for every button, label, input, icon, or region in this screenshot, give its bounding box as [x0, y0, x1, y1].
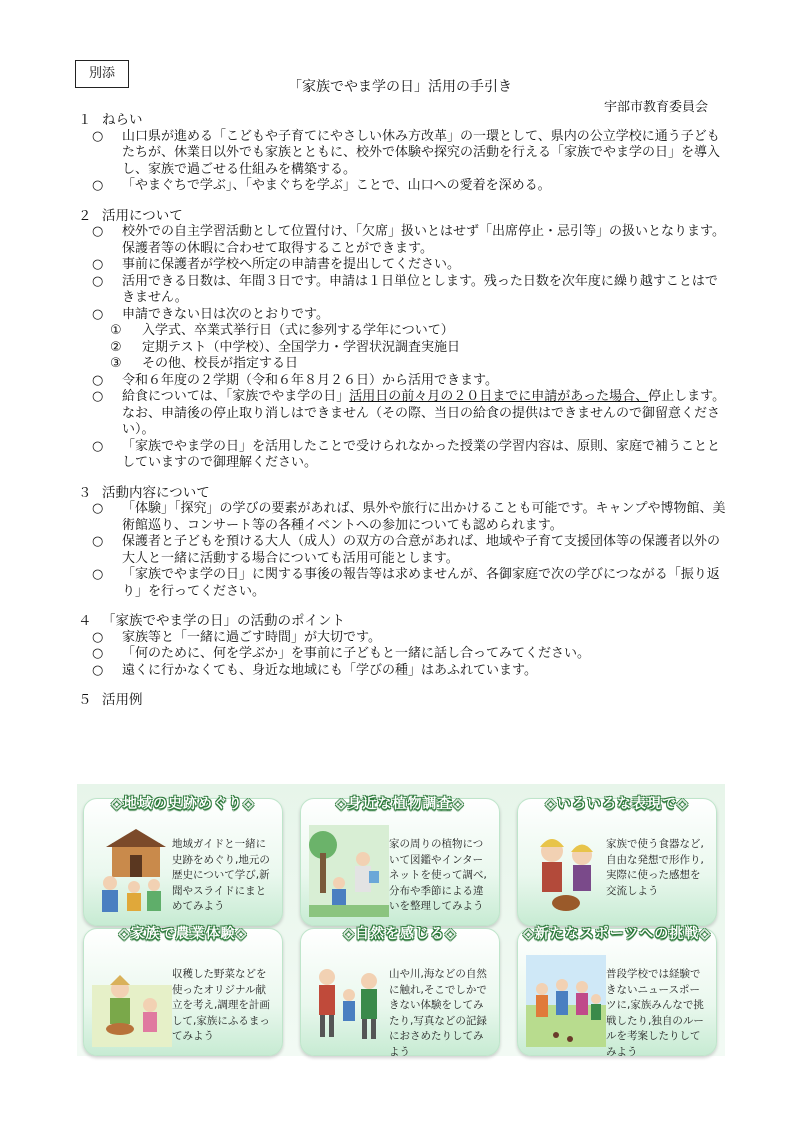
plant-survey-illustration [309, 825, 389, 917]
attachment-label: 別添 [75, 60, 129, 88]
list-item: ○ 「家族でやま学の日」を活用したことで受けられなかった授業の学習内容は、原則、家庭で補うこととしていますので御理解ください。 [92, 438, 721, 470]
list-item: ○ 活用できる日数は、年間３日です。申請は１日単位とします。残った日数を次年度に繰り越すことはできません。 [92, 273, 718, 305]
card-title: ◇いろいろな表現で◇ [545, 796, 689, 812]
list-item: ○ 「やまぐちで学ぶ」、「やまぐちを学ぶ」ことで、山口への愛着を深める。 [92, 178, 551, 193]
section-heading: ５ 活用例 [78, 692, 143, 708]
list-item: ○ 申請できない日は次のとおりです。 [92, 306, 329, 322]
example-card-nature [300, 928, 500, 1056]
card-title: ◇身近な植物調査◇ [335, 796, 465, 812]
list-item: ○ 家族等と「一緒に過ごす時間」が大切です。 [92, 629, 381, 645]
example-card-new-sports [517, 928, 717, 1056]
card-description: 家族で使う食器など,自由な発想で形作り,実際に使った感想を交流しよう [606, 838, 704, 897]
section-heading: ２ 活用について [78, 207, 183, 224]
sub-list-item: ② 定期テスト（中学校）、全国学力・学習状況調査実施日 [110, 339, 460, 355]
list-item: ○ 保護者と子どもを預ける大人（成人）の双方の合意があれば、地域や子育て支援団体等の保護者以外の大人と一緒に活動する場合についても活用可能とします。 [92, 534, 721, 566]
list-item: ○ 給食については、「家族でやま学の日」活用日の前々月の２０日までに申請があった場合、停止します。なお、申請後の停止取り消しはできません（その際、当日の給食の提供はできませんので御留意ください）。 [92, 389, 726, 437]
card-description: 家の周りの植物について図鑑やインターネットを使って調べ,分布や季節による違いを整理してみよう [389, 838, 487, 912]
sub-list-item: ① 入学式、卒業式挙行日（式に参列する学年について） [110, 323, 454, 338]
list-item: ○ 遠くに行かなくても、身近な地域にも「学びの種」はあふれています。 [92, 662, 537, 678]
list-item: ○ 「何のために、何を学ぶか」を事前に子どもと一緒に話し合ってみてください。 [92, 646, 591, 661]
card-description: 山や川,海などの自然に触れ,そこでしかできない体験をしてみたり,写真などの記録におさめたりしてみよう [389, 968, 487, 1058]
card-description: 普段学校では経験できないニュースポーツに,家族みんなで挑戦したり,独自のルールを考案したりしてみよう [606, 968, 704, 1058]
card-description: 地域ガイドと一緒に史跡をめぐり,地元の歴史について学び,新聞やスライドにまとめてみよう [172, 838, 270, 912]
example-card-farming [83, 928, 283, 1056]
list-item: ○ 「家族でやま学の日」に関する事後の報告等は求めませんが、各御家庭で次の学びにつながる「振り返り」を行ってください。 [92, 567, 720, 599]
list-item: ○ 「体験」「探究」の学びの要素があれば、県外や旅行に出かけることも可能です。キャンプや博物館、美術館巡り、コンサート等の各種イベントへの参加についても認められます。 [92, 501, 726, 533]
sub-list-item: ③ その他、校長が指定する日 [110, 356, 299, 371]
page-title: 「家族でやま学の日」活用の手引き [288, 79, 512, 95]
card-title: ◇新たなスポーツへの挑戦◇ [523, 926, 711, 942]
section-heading: １ ねらい [78, 112, 143, 128]
section-points [78, 613, 728, 679]
organization-name: 宇部市教育委員会 [603, 100, 708, 115]
card-title: ◇地域の史跡めぐり◇ [111, 796, 255, 812]
examples-panel [77, 784, 725, 1056]
farming-illustration [92, 955, 172, 1047]
section-activities [78, 485, 728, 601]
sports-illustration [526, 955, 606, 1047]
list-item: ○ 山口県が進める「こどもや子育てにやさしい休み方改革」の一環として、県内の公立学校に通う子どもたちが、休業日以外でも家族とともに、校外で体験や探究の活動を行える「家族でやま学の日」を導入し、家族で過ごせる仕組みを構築する。 [92, 128, 721, 177]
list-item: ○ 校外での自主学習活動として位置付け、「欠席」扱いとはせず「出席停止・忌引等」の扱いとなります。保護者等の休暇に合わせて取得することができます。 [92, 224, 725, 256]
section-heading: ４ 「家族でやま学の日」の活動のポイント [78, 613, 345, 629]
section-examples [78, 692, 728, 709]
list-item: ○ 令和６年度の２学期（令和６年８月２６日）から活用できます。 [92, 372, 498, 388]
list-item: ○ 事前に保護者が学校へ所定の申請書を提出してください。 [92, 257, 461, 272]
document-body [78, 112, 728, 722]
hiking-illustration [309, 955, 389, 1047]
example-card-historic-sites [83, 798, 283, 926]
card-title: ◇自然を感じる◇ [343, 926, 457, 942]
section-usage [78, 208, 728, 472]
example-card-plant-survey [300, 798, 500, 926]
card-title: ◇家族で農業体験◇ [118, 926, 248, 942]
pottery-illustration [526, 825, 606, 917]
section-purpose [78, 112, 728, 195]
card-description: 収穫した野菜などを使ったオリジナル献立を考え,調理を計画して,家族にふるまってみよう [172, 968, 270, 1042]
example-card-expression [517, 798, 717, 926]
shrine-visit-illustration [92, 825, 172, 917]
section-heading: ３ 活動内容について [78, 484, 210, 501]
